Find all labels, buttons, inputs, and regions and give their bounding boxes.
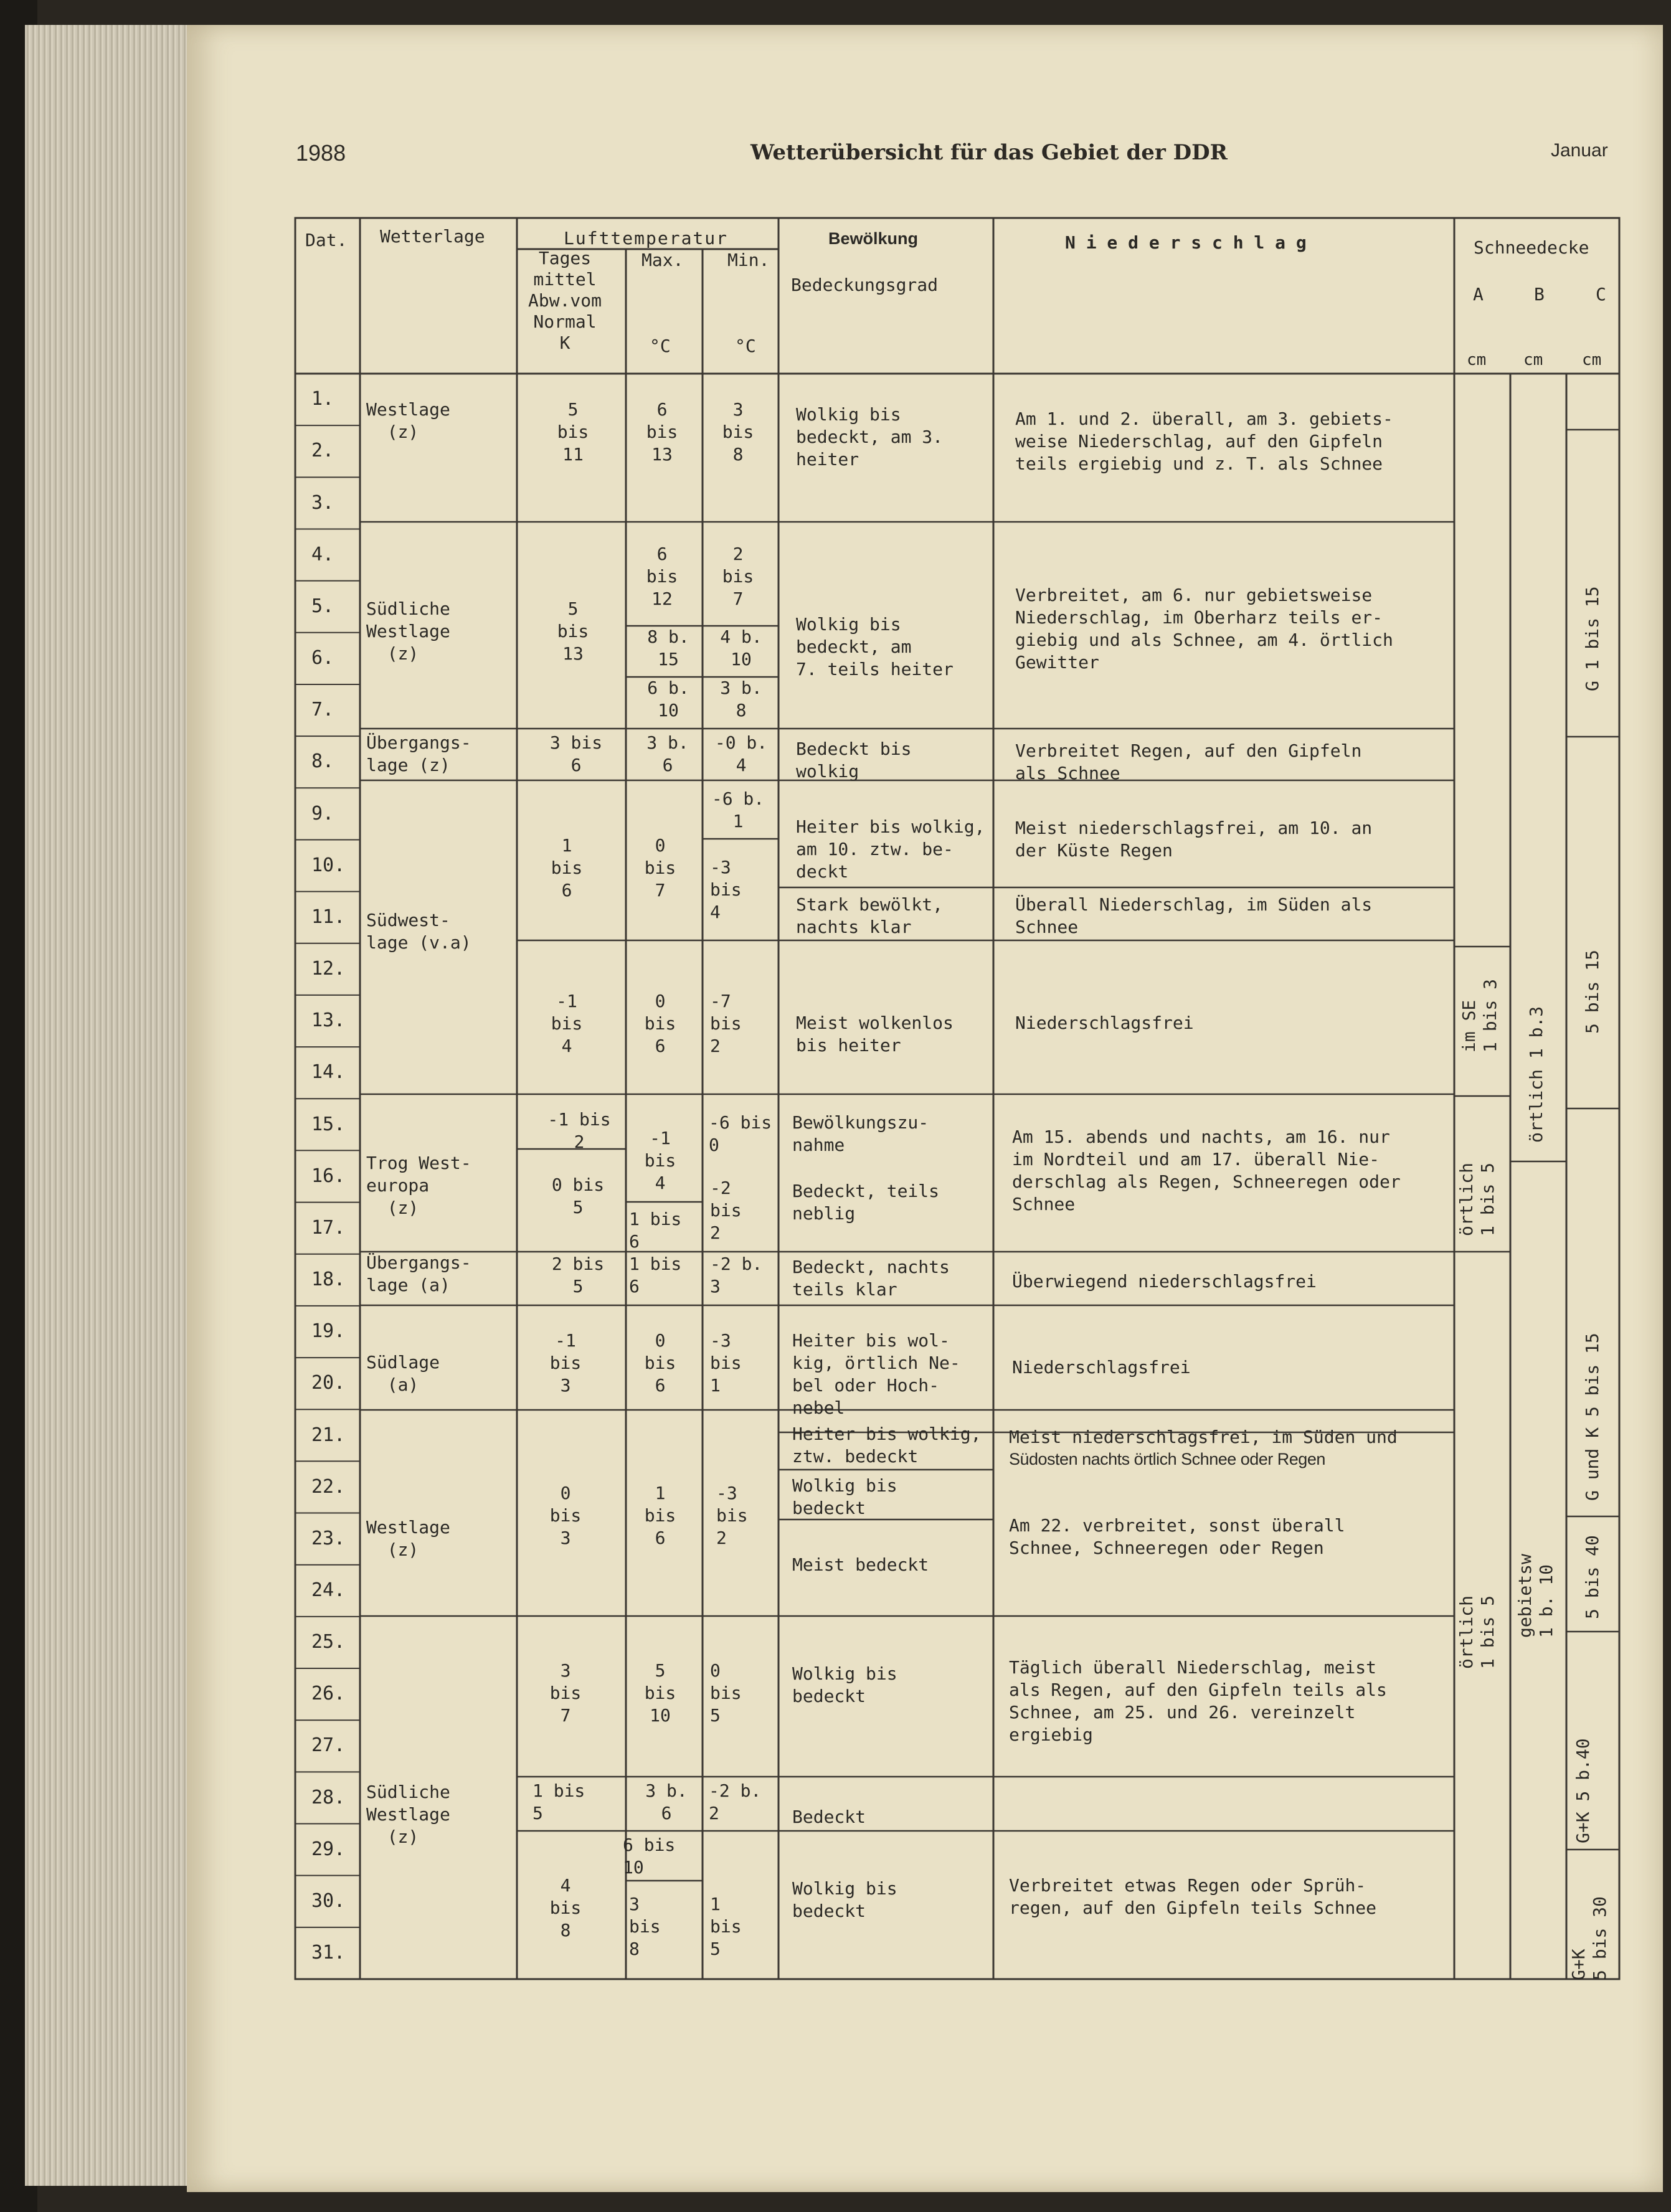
bewoelkung-cell: Wolkig bis bedeckt, am 7. teils heiter: [796, 614, 954, 679]
min-cell: -6 bis 0: [709, 1112, 772, 1155]
bewoelkung-cell: Bedeckt, nachts teils klar: [792, 1257, 950, 1300]
niederschlag-cell: Verbreitet, am 6. nur gebietsweise Niederschlag, im Oberharz teils er- giebig und als Schnee, am 4. örtlich Gewitter: [1015, 585, 1393, 673]
col-dat: Dat.: [305, 230, 348, 250]
niederschlag-cell: Überall Niederschlag, im Süden als Schnee: [1015, 894, 1373, 937]
schnee-c-1: G 1 bis 15: [1582, 586, 1602, 691]
col-niederschlag: N i e d e r s c h l a g: [1065, 232, 1307, 253]
mittel-cell: 1 bis 5: [533, 1780, 585, 1823]
mittel-cell: -1 bis 3: [549, 1330, 582, 1396]
day-number: 12.: [311, 958, 346, 980]
day-number: 27.: [311, 1734, 346, 1757]
col-min-unit: °C: [735, 336, 756, 356]
bewoelkung-cell: Bedeckt: [792, 1807, 866, 1827]
schnee-a-1: im SE 1 bis 3: [1459, 978, 1500, 1052]
min-cell: 3 bis 8: [722, 399, 754, 465]
niederschlag-cell: Überwiegend niederschlagsfrei: [1012, 1271, 1317, 1292]
day-number: 28.: [311, 1786, 346, 1808]
bewoelkung-cell: Bedeckt, teils neblig: [792, 1181, 940, 1224]
min-cell: -2 b. 2: [709, 1780, 762, 1823]
schnee-c-5: G+K 5 b.40: [1573, 1738, 1593, 1843]
niederschlag-cell: Am 1. und 2. überall, am 3. gebiets- weise Niederschlag, auf den Gipfeln teils ergiebig und z. T. als Schnee: [1015, 409, 1393, 474]
day-number: 26.: [311, 1683, 346, 1705]
max-cell: 0 bis 6: [644, 1330, 676, 1396]
niederschlag-cell: Niederschlagsfrei: [1012, 1357, 1191, 1378]
schnee-c-2: 5 bis 15: [1582, 950, 1602, 1034]
min-cell: 3 b. 8: [720, 678, 762, 721]
bewoelkung-cell: Wolkig bis bedeckt: [792, 1878, 897, 1921]
max-cell: 3 b. 6: [645, 1780, 688, 1823]
min-cell: 4 b. 10: [720, 626, 762, 669]
schnee-a-2: örtlich 1 bis 5: [1456, 1162, 1498, 1236]
col-b-unit: cm: [1523, 351, 1543, 369]
niederschlag-cell: Meist niederschlagsfrei, am 10. an der Küste Regen: [1015, 818, 1373, 861]
day-number: 22.: [311, 1475, 346, 1498]
wetterlage-cell: Südliche Westlage (z): [366, 1782, 450, 1847]
wetterlage-cell: Trog West- europa (z): [366, 1153, 471, 1218]
min-cell: -6 b. 1: [711, 788, 765, 831]
max-cell: 3 bis 8: [629, 1894, 661, 1959]
day-number: 6.: [311, 647, 334, 669]
col-max: Max.: [641, 250, 684, 270]
day-number: 11.: [311, 905, 346, 928]
max-cell: -1 bis 4: [644, 1128, 676, 1193]
mittel-cell: 1 bis 6: [551, 835, 583, 900]
min-cell: -2 b. 3: [710, 1254, 763, 1297]
schnee-c-6: G+K 5 bis 30: [1568, 1896, 1610, 1980]
day-number: 24.: [311, 1579, 346, 1601]
day-number: 9.: [311, 802, 334, 825]
day-number: 21.: [311, 1424, 346, 1446]
col-bedeckungsgrad: Bedeckungsgrad: [791, 275, 939, 295]
niederschlag-cell: Südosten nachts örtlich Schnee oder Regen: [1009, 1450, 1325, 1468]
mittel-cell: 4 bis 8: [549, 1875, 582, 1940]
day-number: 5.: [311, 595, 334, 617]
bewoelkung-cell: Wolkig bis bedeckt: [792, 1663, 897, 1706]
max-cell: 0 bis 7: [644, 835, 676, 900]
mittel-cell: 3 bis 7: [549, 1660, 582, 1726]
mittel-cell: 5 bis 13: [557, 598, 589, 664]
niederschlag-cell: Am 15. abends und nachts, am 16. nur im Nordteil und am 17. überall Nie- derschlag als Regen, Schneeregen oder Schnee: [1012, 1127, 1401, 1214]
min-cell: -3 bis 1: [710, 1330, 742, 1396]
day-number: 29.: [311, 1838, 346, 1860]
day-number: 4.: [311, 543, 334, 565]
min-cell: -0 b. 4: [714, 732, 768, 775]
mittel-cell: 3 bis 6: [549, 732, 603, 775]
wetterlage-cell: Übergangs- lage (z): [366, 732, 471, 775]
max-cell: 0 bis 6: [644, 991, 676, 1056]
schnee-a-3: örtlich 1 bis 5: [1456, 1595, 1498, 1669]
mittel-cell: 0 bis 3: [549, 1483, 582, 1548]
bewoelkung-cell: Wolkig bis bedeckt: [792, 1475, 897, 1518]
bewoelkung-cell: Meist wolkenlos bis heiter: [796, 1013, 954, 1056]
page-year: 1988: [296, 140, 346, 166]
day-number: 3.: [311, 491, 334, 514]
mittel-cell: 5 bis 11: [557, 399, 589, 465]
page-title: Wetterübersicht für das Gebiet der DDR: [750, 140, 1228, 165]
wetterlage-cell: Südwest- lage (v.a): [366, 910, 471, 953]
day-number: 14.: [311, 1061, 346, 1084]
bewoelkung-cell: Wolkig bis bedeckt, am 3. heiter: [796, 404, 944, 470]
day-number: 31.: [311, 1942, 346, 1964]
day-number: 16.: [311, 1165, 346, 1187]
schnee-c-4: 5 bis 40: [1582, 1535, 1602, 1619]
niederschlag-cell: Am 22. verbreitet, sonst überall Schnee, Schneeregen oder Regen: [1009, 1515, 1345, 1558]
day-number: 20.: [311, 1372, 346, 1394]
bewoelkung-cell: Heiter bis wolkig, ztw. bedeckt: [792, 1424, 982, 1467]
day-number: 7.: [311, 699, 334, 721]
col-a: A: [1473, 284, 1484, 305]
page-month: Januar: [1551, 140, 1608, 161]
day-number: 8.: [311, 750, 334, 773]
niederschlag-cell: Täglich überall Niederschlag, meist als Regen, auf den Gipfeln teils als Schnee, am 25. und 26. vereinzelt ergiebig: [1009, 1657, 1387, 1745]
wetterlage-cell: Südlage (a): [366, 1352, 440, 1395]
schnee-c-3: G und K 5 bis 15: [1582, 1333, 1602, 1501]
max-cell: 1 bis 6: [629, 1209, 682, 1252]
niederschlag-cell: Meist niederschlagsfrei, im Süden und: [1009, 1427, 1398, 1447]
max-cell: 6 bis 13: [646, 399, 678, 465]
day-number: 17.: [311, 1216, 346, 1239]
col-b: B: [1534, 284, 1545, 305]
bewoelkung-cell: Bedeckt bis wolkig: [796, 739, 912, 782]
min-cell: 2 bis 7: [722, 544, 754, 609]
max-cell: 6 bis 12: [646, 544, 678, 609]
col-lufttemperatur: Lufttemperatur: [564, 228, 729, 248]
col-c-unit: cm: [1582, 351, 1602, 369]
col-a-unit: cm: [1467, 351, 1487, 369]
day-number: 2.: [311, 440, 334, 462]
bewoelkung-cell: Meist bedeckt: [792, 1554, 929, 1575]
max-cell: 3 b. 6: [646, 732, 689, 775]
max-cell: 6 bis 10: [623, 1835, 676, 1878]
day-number: 23.: [311, 1527, 346, 1549]
mittel-cell: -1 bis 2: [547, 1109, 611, 1152]
day-number: 13.: [311, 1009, 346, 1032]
min-cell: 0 bis 5: [710, 1660, 742, 1726]
niederschlag-cell: Verbreitet Regen, auf den Gipfeln als Schnee: [1015, 740, 1362, 783]
wetterlage-cell: Südliche Westlage (z): [366, 598, 450, 664]
mittel-cell: 2 bis 5: [551, 1254, 605, 1297]
day-number: 18.: [311, 1269, 346, 1291]
wetterlage-cell: Westlage (z): [366, 1517, 450, 1560]
day-number: 19.: [311, 1320, 346, 1343]
day-number: 25.: [311, 1631, 346, 1653]
max-cell: 1 bis 6: [644, 1483, 676, 1548]
bewoelkung-cell: Heiter bis wolkig, am 10. ztw. be- deckt: [796, 816, 985, 882]
col-schneedecke: Schneedecke: [1474, 237, 1589, 258]
col-wetterlage: Wetterlage: [380, 226, 485, 247]
max-cell: 5 bis 10: [644, 1660, 676, 1726]
wetterlage-cell: Westlage (z): [366, 399, 450, 442]
day-number: 15.: [311, 1113, 346, 1135]
mittel-cell: -1 bis 4: [551, 991, 583, 1056]
min-cell: 1 bis 5: [710, 1894, 742, 1959]
col-min: Min.: [727, 250, 770, 270]
min-cell: -3 bis 2: [716, 1483, 748, 1548]
bewoelkung-cell: Heiter bis wol- kig, örtlich Ne- bel oder Hoch- nebel: [792, 1330, 960, 1418]
max-cell: 1 bis 6: [629, 1254, 682, 1297]
max-cell: 6 b. 10: [647, 678, 689, 721]
day-number: 30.: [311, 1889, 346, 1912]
day-number: 1.: [311, 388, 334, 410]
bewoelkung-cell: Bewölkungszu- nahme: [792, 1112, 929, 1155]
col-c: C: [1596, 284, 1606, 305]
niederschlag-cell: Niederschlagsfrei: [1015, 1013, 1194, 1033]
schnee-b-2: gebietsw 1 b. 10: [1515, 1554, 1556, 1638]
min-cell: -7 bis 2: [710, 991, 742, 1056]
col-bewoelkung: Bewölkung: [828, 229, 919, 248]
wetterlage-cell: Übergangs- lage (a): [366, 1252, 471, 1295]
min-cell: -2 bis 2: [710, 1178, 742, 1243]
niederschlag-cell: Verbreitet etwas Regen oder Sprüh- regen, auf den Gipfeln teils Schnee: [1009, 1875, 1377, 1918]
mittel-cell: 0 bis 5: [551, 1175, 605, 1217]
col-max-unit: °C: [650, 336, 671, 356]
day-number: 10.: [311, 854, 346, 876]
min-cell: -3 bis 4: [710, 857, 742, 922]
max-cell: 8 b. 15: [647, 626, 689, 669]
bewoelkung-cell: Stark bewölkt, nachts klar: [796, 894, 944, 937]
col-tagesmittel: Tages mittel Abw.vom Normal K: [528, 248, 602, 353]
schnee-b-1: örtlich 1 b.3: [1526, 1006, 1546, 1143]
